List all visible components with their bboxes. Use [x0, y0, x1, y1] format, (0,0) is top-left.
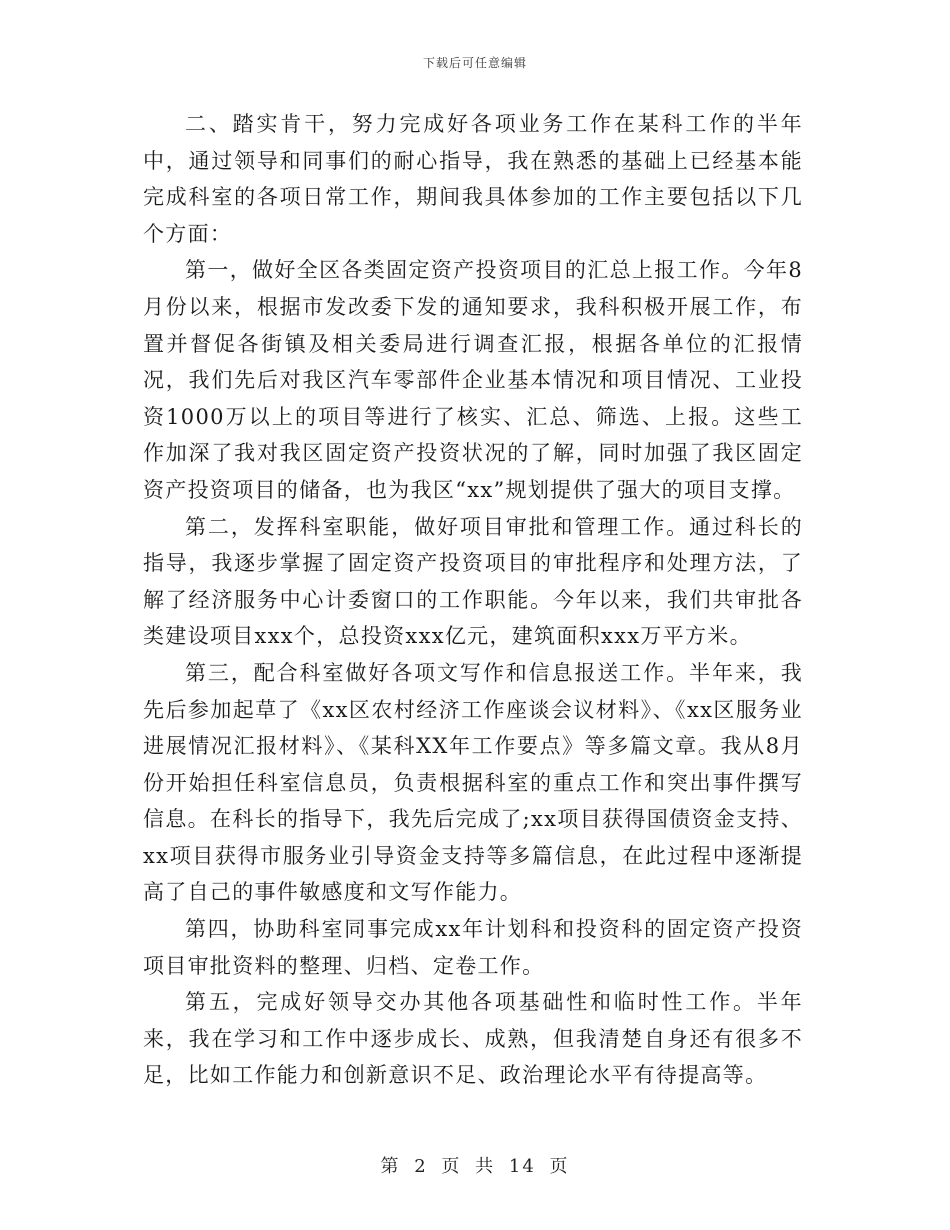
paragraph-item-five: 第五，完成好领导交办其他各项基础性和临时性工作。半年来，我在学习和工作中逐步成长、成熟，但我清楚自身还有很多不足，比如工作能力和创新意识不足、政治理论水平有待提高等。 [143, 990, 803, 1088]
total-page-count: 14 [508, 1156, 536, 1177]
page-header-note: 下载后可任意编辑 [422, 56, 527, 70]
footer-suffix: 页 [549, 1156, 570, 1177]
paragraph-item-four: 第四，协助科室同事完成xx年计划科和投资科的固定资产投资项目审批资料的整理、归档、定卷工作。 [143, 917, 803, 978]
footer-total-label: 共 [475, 1156, 496, 1177]
paragraph-section-two: 二、踏实肯干，努力完成好各项业务工作在某科工作的半年中，通过领导和同事们的耐心指导，我在熟悉的基础上已经基本能完成科室的各项日常工作，期间我具体参加的工作主要包括以下几个方面： [143, 112, 803, 246]
footer-page-label: 页 [441, 1156, 462, 1177]
paragraph-item-two: 第二，发挥科室职能，做好项目审批和管理工作。通过科长的指导，我逐步掌握了固定资产投资项目的审批程序和处理方法，了解了经济服务中心计委窗口的工作职能。今年以来，我们共审批各类建设项目xxx个，总投资xxx亿元，建筑面积xxx万平方米。 [143, 514, 803, 649]
document-body [143, 106, 803, 1094]
current-page-number: 2 [414, 1156, 428, 1177]
paragraph-item-one: 第一，做好全区各类固定资产投资项目的汇总上报工作。今年8月份以来，根据市发改委下发的通知要求，我科积极开展工作，布置并督促各街镇及相关委局进行调查汇报，根据各单位的汇报情况，我们先后对我区汽车零部件企业基本情况和项目情况、工业投资1000万以上的项目等进行了核实、汇总、筛选、上报。这些工作加深了我对我区固定资产投资状况的了解，同时加强了我区固定资产投资项目的储备，也为我区“xx”规划提供了强大的项目支撑。 [143, 258, 803, 502]
page-number-footer [0, 1152, 950, 1178]
paragraph-item-three: 第三，配合科室做好各项文写作和信息报送工作。半年来，我先后参加起草了《xx区农村经济工作座谈会议材料》、《xx区服务业进展情况汇报材料》、《某科XX年工作要点》等多篇文章。我从8月份开始担任科室信息员，负责根据科室的重点工作和突出事件撰写信息。在科长的指导下，我先后完成了;xx项目获得国债资金支持、xx项目获得市服务业引导资金支持等多篇信息，在此过程中逐渐提高了自己的事件敏感度和文写作能力。 [143, 660, 803, 905]
footer-prefix: 第 [380, 1156, 401, 1177]
